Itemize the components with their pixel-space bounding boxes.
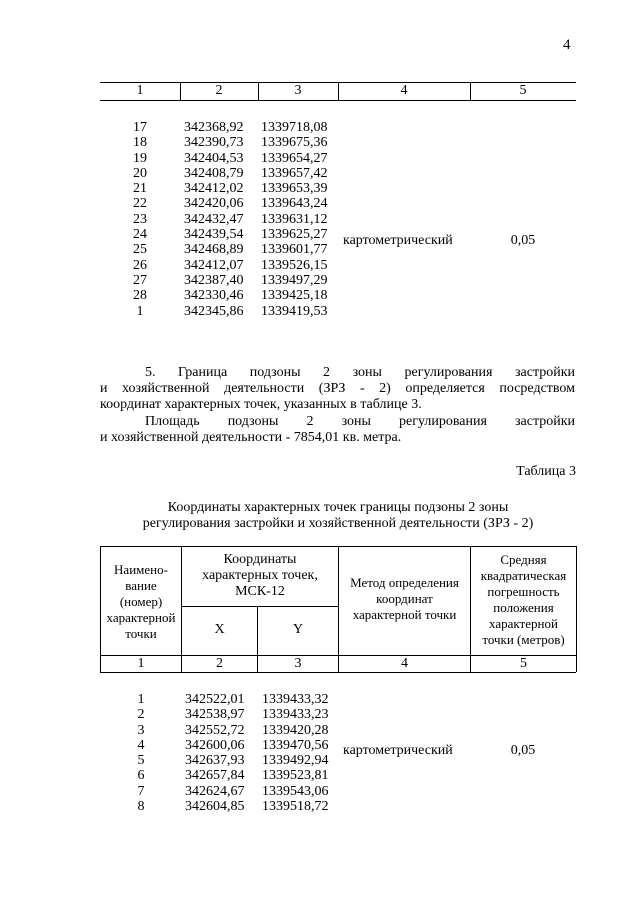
point-number: 26 xyxy=(133,257,147,273)
x-coordinate: 342439,54 xyxy=(184,227,244,243)
point-number: 1 xyxy=(137,692,145,707)
y-coordinate: 1339543,06 xyxy=(262,783,329,799)
col-number-2: 2 xyxy=(215,83,223,98)
table-title-line: Координаты характерных точек границы подзоны 2 зоны xyxy=(167,500,509,515)
point-number: 1 xyxy=(136,303,144,319)
y-coordinate-column xyxy=(261,120,328,319)
x-coordinate: 342387,40 xyxy=(184,272,244,288)
point-number: 7 xyxy=(137,783,145,799)
point-number: 5 xyxy=(137,753,145,769)
accuracy-value: 0,05 xyxy=(510,743,536,758)
x-coordinate: 342432,47 xyxy=(184,211,244,227)
table-label: Таблица 3 xyxy=(516,464,576,479)
header-method: Метод определения координат характерной точки xyxy=(350,575,459,622)
point-number: 6 xyxy=(137,768,145,784)
col-number-5: 5 xyxy=(520,656,527,671)
x-coordinate: 342404,53 xyxy=(184,150,244,166)
x-coordinate: 342637,93 xyxy=(185,753,245,769)
method-value: картометрический xyxy=(343,743,453,758)
point-number: 17 xyxy=(133,120,147,135)
y-coordinate: 1339625,27 xyxy=(261,227,328,243)
y-coordinate: 1339419,53 xyxy=(261,303,328,319)
point-number-column xyxy=(125,120,155,319)
x-coordinate: 342330,46 xyxy=(184,288,244,304)
y-coordinate: 1339526,15 xyxy=(261,257,328,273)
x-coordinate: 342624,67 xyxy=(185,783,245,799)
point-number: 24 xyxy=(133,227,147,243)
header-point-name: Наимено- вание (номер) характерной точки xyxy=(106,562,176,641)
col-number-2: 2 xyxy=(216,656,223,671)
table-title-line: регулирования застройки и хозяйственной деятельности (ЗРЗ - 2) xyxy=(142,516,534,531)
y-coordinate: 1339518,72 xyxy=(262,799,329,815)
header-accuracy: Средняя квадратическая погрешность положения характерной точки (метров) xyxy=(480,552,567,647)
x-coordinate: 342345,86 xyxy=(184,303,244,319)
y-coordinate: 1339657,42 xyxy=(261,165,328,181)
x-coordinate: 342604,85 xyxy=(185,799,245,815)
column-numbers-bottom xyxy=(100,672,576,673)
point-number: 27 xyxy=(133,272,147,288)
col-number-3: 3 xyxy=(294,83,302,98)
point-number: 20 xyxy=(133,165,147,181)
paragraph-line: и хозяйственной деятельности - 7854,01 кв. метра. xyxy=(100,430,402,445)
y-coordinate: 1339523,81 xyxy=(262,768,329,784)
point-number: 25 xyxy=(133,242,147,258)
y-coordinate: 1339718,08 xyxy=(261,120,328,135)
col-number-4: 4 xyxy=(401,656,408,671)
header-x: X xyxy=(214,622,225,637)
x-coordinate: 342412,07 xyxy=(184,257,244,273)
accuracy-value: 0,05 xyxy=(510,233,536,248)
y-coordinate: 1339675,36 xyxy=(261,135,328,151)
x-coordinate: 342552,72 xyxy=(185,722,245,738)
x-coordinate: 342538,97 xyxy=(185,707,245,723)
header-coordinates: Координаты характерных точек, МСК-12 xyxy=(202,552,318,599)
x-coordinate: 342368,92 xyxy=(184,120,244,135)
point-number: 19 xyxy=(133,150,147,166)
point-number: 22 xyxy=(133,196,147,212)
x-coordinate: 342522,01 xyxy=(185,692,245,707)
y-coordinate: 1339470,56 xyxy=(262,737,329,753)
x-coordinate-column xyxy=(184,120,244,319)
y-coordinate: 1339497,29 xyxy=(261,272,328,288)
y-coordinate: 1339643,24 xyxy=(261,196,328,212)
col-number-5: 5 xyxy=(519,83,527,98)
page-number: 4 xyxy=(563,37,571,53)
point-number: 21 xyxy=(133,181,147,197)
point-number: 2 xyxy=(137,707,145,723)
y-coordinate: 1339654,27 xyxy=(261,150,328,166)
point-number-column xyxy=(126,692,156,814)
point-number: 28 xyxy=(133,288,147,304)
point-number: 8 xyxy=(137,799,145,815)
table-border-right xyxy=(576,546,577,672)
point-number: 4 xyxy=(137,737,145,753)
x-coordinate: 342390,73 xyxy=(184,135,244,151)
paragraph-line: и хозяйственной деятельности (ЗРЗ - 2) определяется посредством xyxy=(100,381,576,396)
y-coordinate: 1339433,32 xyxy=(262,692,329,707)
y-coordinate: 1339631,12 xyxy=(261,211,328,227)
x-coordinate: 342657,84 xyxy=(185,768,245,784)
x-coordinate: 342600,06 xyxy=(185,737,245,753)
y-coordinate: 1339433,23 xyxy=(262,707,329,723)
y-coordinate: 1339653,39 xyxy=(261,181,328,197)
point-number: 18 xyxy=(133,135,147,151)
x-coordinate: 342412,02 xyxy=(184,181,244,197)
y-coordinate: 1339420,28 xyxy=(262,722,329,738)
x-coordinate: 342408,79 xyxy=(184,165,244,181)
y-coordinate: 1339425,18 xyxy=(261,288,328,304)
x-coordinate: 342468,89 xyxy=(184,242,244,258)
x-coordinate: 342420,06 xyxy=(184,196,244,212)
col-number-1: 1 xyxy=(137,656,145,671)
paragraph-line: 5. Граница подзоны 2 зоны регулирования застройки xyxy=(145,365,576,380)
y-coordinate-column xyxy=(262,692,329,814)
paragraph-line: координат характерных точек, указанных в таблице 3. xyxy=(100,397,422,412)
col-number-4: 4 xyxy=(400,83,408,98)
x-coordinate-column xyxy=(185,692,245,814)
method-value: картометрический xyxy=(343,233,453,248)
point-number: 3 xyxy=(137,722,145,738)
col-number-3: 3 xyxy=(294,656,302,671)
header-y: Y xyxy=(292,622,304,637)
coords-subheader-line xyxy=(181,606,338,607)
y-coordinate: 1339492,94 xyxy=(262,753,329,769)
y-coordinate: 1339601,77 xyxy=(261,242,328,258)
col-number-1: 1 xyxy=(136,83,144,98)
table-header-bottom xyxy=(100,100,576,101)
paragraph-line: Площадь подзоны 2 зоны регулирования застройки xyxy=(145,414,576,429)
point-number: 23 xyxy=(133,211,147,227)
